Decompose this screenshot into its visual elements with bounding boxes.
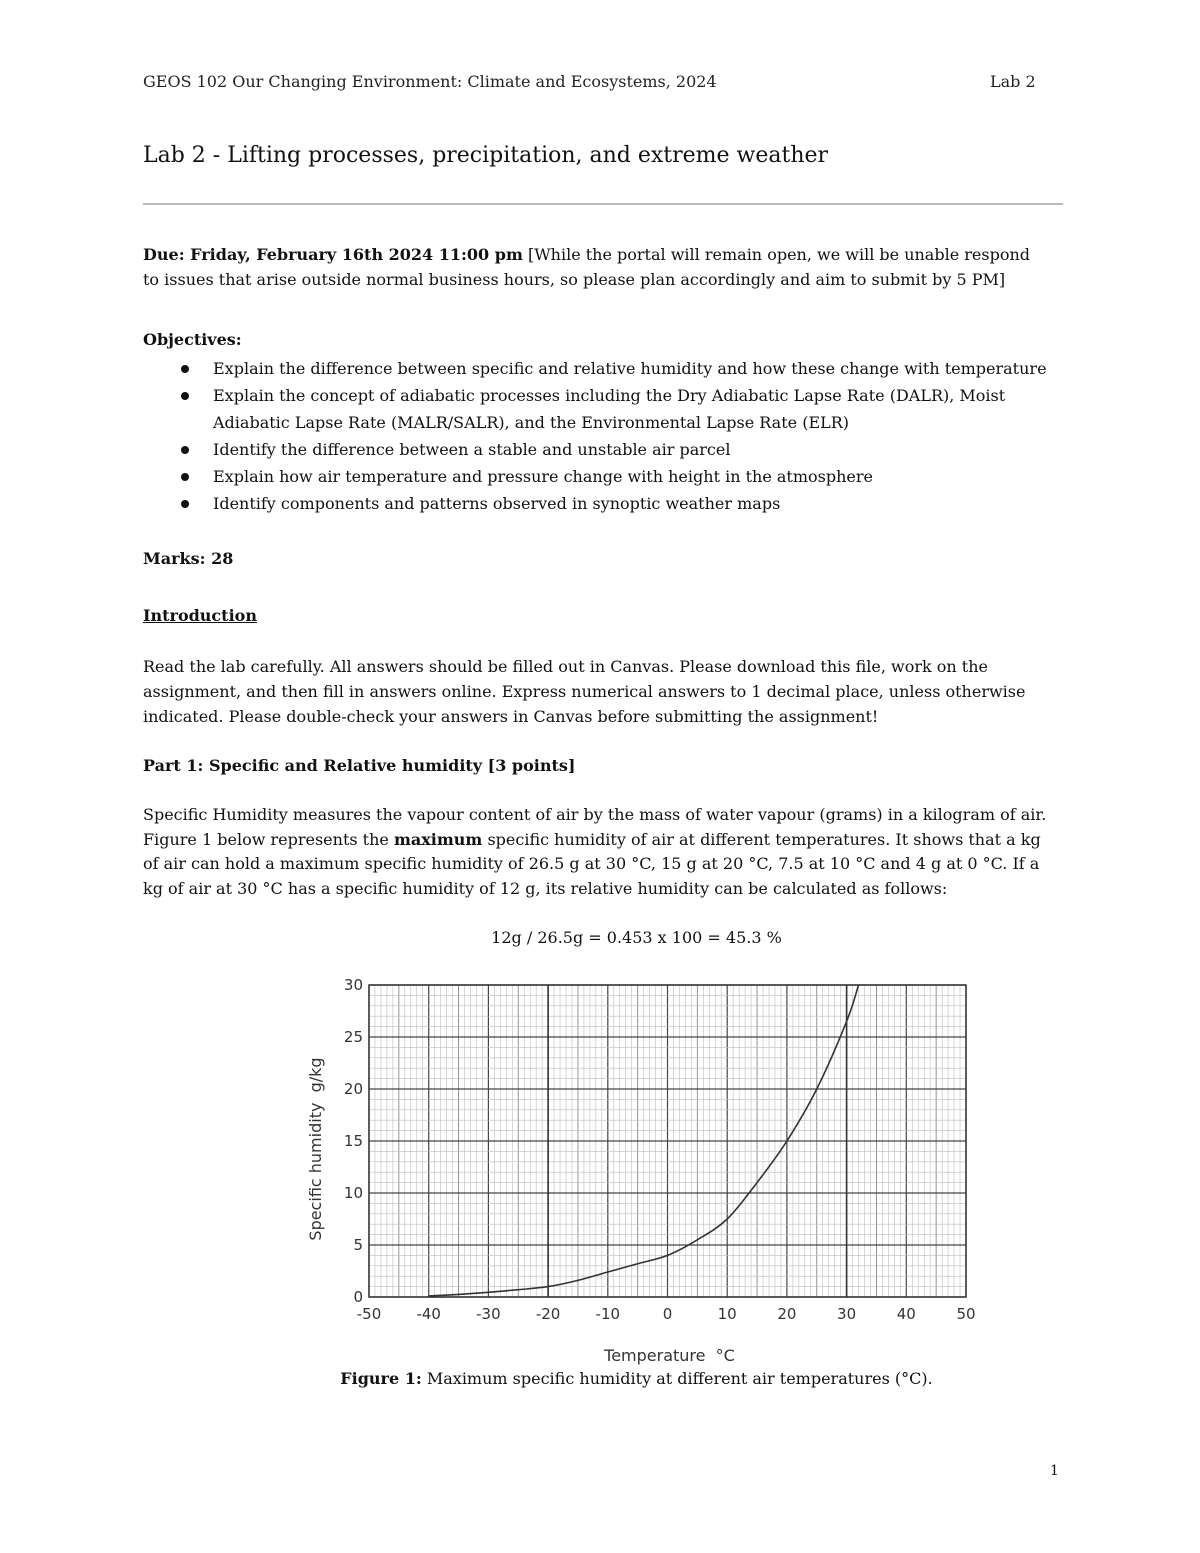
- header-lab: Lab 2: [990, 72, 1036, 91]
- y-tick-label: 15: [343, 1132, 363, 1150]
- bullet-icon: [181, 446, 189, 454]
- objective-item: Explain the difference between specific and relative humidity and how these change with temperature: [143, 355, 1073, 382]
- marks: Marks: 28: [143, 549, 234, 568]
- x-tick-label: -30: [476, 1305, 501, 1323]
- x-tick-label: -40: [416, 1305, 441, 1323]
- y-tick-label: 25: [343, 1028, 363, 1046]
- introduction-heading: Introduction: [143, 606, 257, 625]
- page-number: 1: [1050, 1463, 1059, 1479]
- x-tick-label: -20: [535, 1305, 561, 1323]
- objective-item: Explain the concept of adiabatic processes including the Dry Adiabatic Lapse Rate (DALR), Moist Adiabatic Lapse Rate (MALR/SALR), and the Environmental Lapse Rate (ELR): [143, 382, 1073, 436]
- bullet-icon: [181, 500, 189, 508]
- bullet-icon: [181, 392, 189, 400]
- x-tick-label: 10: [717, 1305, 737, 1323]
- figure-caption: Figure 1: Maximum specific humidity at different air temperatures (°C).: [340, 1369, 933, 1388]
- x-tick-label: 0: [662, 1305, 673, 1323]
- x-tick-label: 40: [896, 1305, 916, 1323]
- header-course: GEOS 102 Our Changing Environment: Climate and Ecosystems, 2024: [143, 72, 717, 91]
- x-tick-label: 50: [956, 1305, 976, 1323]
- due-note-line1: [While the portal will remain open, we will be unable respond: [522, 245, 1031, 264]
- specific-humidity-chart: [290, 970, 990, 1370]
- introduction-body: Read the lab carefully. All answers should be filled out in Canvas. Please download this file, work on the assignment, and then fill in answers online. Express numerical answers to 1 decimal place, unless otherwise indicated. Please double-check your answers in Canvas before submitting the assignment!: [143, 657, 1026, 726]
- objective-item: Identify the difference between a stable and unstable air parcel: [143, 436, 1073, 463]
- y-tick-label: 5: [353, 1236, 363, 1254]
- objectives-list: [143, 355, 1073, 517]
- due-label: Due: Friday, February 16th 2024 11:00 pm: [143, 245, 523, 264]
- x-tick-label: 20: [777, 1305, 797, 1323]
- page-title: Lab 2 - Lifting processes, precipitation, and extreme weather: [143, 143, 829, 168]
- objective-item: Identify components and patterns observed in synoptic weather maps: [143, 490, 1073, 517]
- y-axis-label: Specific humidity g/kg: [306, 1057, 325, 1241]
- y-tick-label: 0: [353, 1288, 363, 1306]
- x-axis-label: Temperature °C: [604, 1346, 735, 1365]
- due-note-line2: to issues that arise outside normal business hours, so please plan accordingly and aim to submit by 5 PM]: [143, 270, 1006, 289]
- part1-heading: Part 1: Specific and Relative humidity [3 points]: [143, 756, 576, 775]
- y-tick-label: 20: [343, 1080, 363, 1098]
- y-tick-label: 30: [343, 976, 363, 994]
- x-tick-label: -10: [595, 1305, 621, 1323]
- y-tick-label: 10: [343, 1184, 363, 1202]
- title-divider: [143, 203, 1063, 205]
- bullet-icon: [181, 473, 189, 481]
- x-tick-label: 30: [837, 1305, 857, 1323]
- objectives-heading: Objectives:: [143, 330, 242, 349]
- due-paragraph: [143, 242, 1058, 292]
- part1-body: Specific Humidity measures the vapour content of air by the mass of water vapour (grams) in a kilogram of air. Figure 1 below represents the maximum specific humidity of air at different temperatures. It shows that a kg of air can hold a maximum specific humidity of 26.5 g at 30 °C, 15 g at 20 °C, 7.5 at 10 °C and 4 g at 0 °C. If a kg of air at 30 °C has a specific humidity of 12 g, its relative humidity can be calculated as follows:: [143, 805, 1047, 898]
- bullet-icon: [181, 365, 189, 373]
- relative-humidity-formula: 12g / 26.5g = 0.453 x 100 = 45.3 %: [491, 928, 782, 947]
- objective-item: Explain how air temperature and pressure change with height in the atmosphere: [143, 463, 1073, 490]
- x-tick-label: -50: [356, 1305, 382, 1323]
